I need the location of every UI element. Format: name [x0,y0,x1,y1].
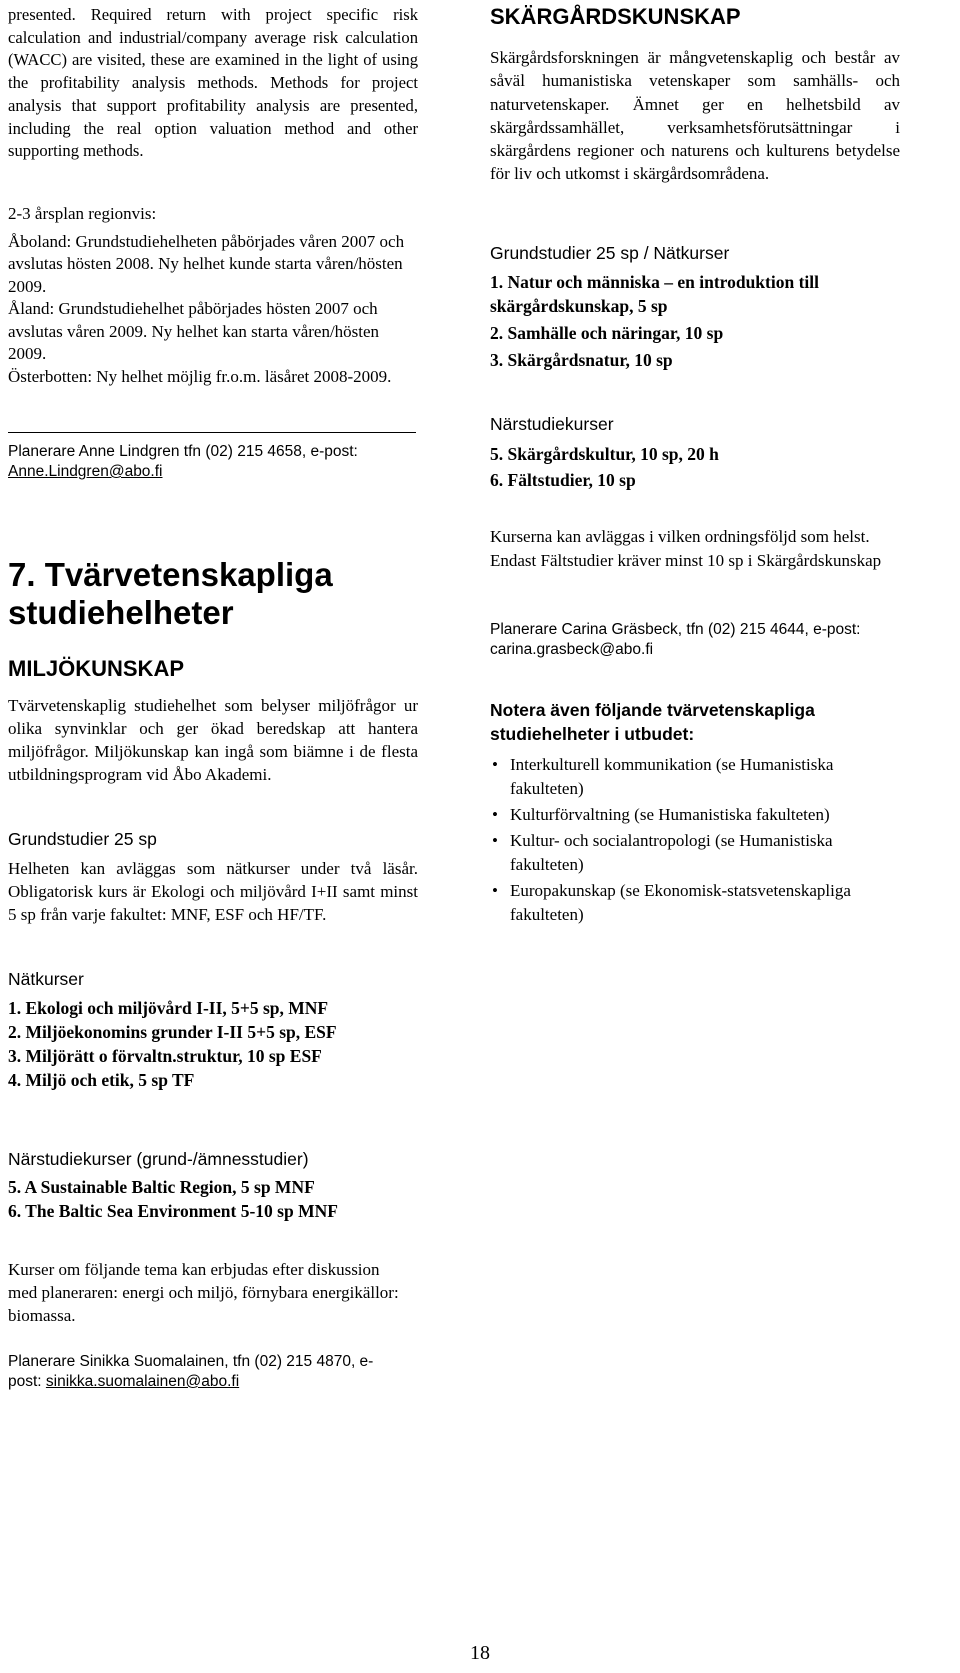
skargardskunskap-paragraph: Skärgårdsforskningen är mångvetenskaplig och består av såväl humanistiska vetenskaper som samhälls- och naturvetenskaper. Ämnet ger en helhetsbild av skärgårdssamhället, verksamhetsförutsättningar i skärgårdens regioner och naturens och kulturens betydelse för liv och utkomst i skärgårdsområdena. [490,48,900,184]
list-item: • Europakunskap (se Ekonomisk-statsvetenskapliga fakulteten) [492,881,851,924]
natkurser-heading: Nätkurser [8,969,84,989]
list-item: 5. A Sustainable Baltic Region, 5 sp MNF [8,1177,315,1197]
skargard-narstudie-list [490,442,900,492]
notera-heading: Notera även följande tvärvetenskapliga studiehelheter i utbudet: [490,700,815,744]
list-item: 6. Fältstudier, 10 sp [490,470,636,490]
skargard-narstudie-heading: Närstudiekurser [490,414,614,434]
bullet-icon: • [492,881,498,900]
intro-paragraph: presented. Required return with project specific risk calculation and industrial/company average risk calculation (WACC) are visited, these are examined in the light of using the profitability analysis methods. Methods for project analysis that support profitability analysis are presented, including the real option valuation method and other supporting methods. [8,5,418,161]
list-item: • Interkulturell kommunikation (se Humanistiska fakulteten) [492,755,834,798]
divider [8,432,416,433]
list-item: 1. Ekologi och miljövård I-II, 5+5 sp, MNF [8,998,329,1018]
schedule-heading: 2-3 årsplan regionvis: [8,204,157,223]
planner-sinikka-email-link[interactable]: sinikka.suomalainen@abo.fi [45,1373,240,1390]
bullet-icon: • [492,755,498,774]
skargardskunskap-heading: SKÄRGÅRDSKUNSKAP [490,4,741,29]
bullet-icon: • [492,831,498,850]
list-item: 5. Skärgårdskultur, 10 sp, 20 h [490,444,719,464]
regional-schedule [8,203,418,388]
narstudie-list [8,1175,428,1223]
skargard-grundstudier-heading: Grundstudier 25 sp / Nätkurser [490,243,730,263]
list-item: 2. Samhälle och näringar, 10 sp [490,323,724,343]
list-item: 2. Miljöekonomins grunder I-II 5+5 sp, ESF [8,1022,337,1042]
list-item: • Kulturförvaltning (se Humanistiska fakulteten) [490,803,890,827]
extra-courses-paragraph: Kurser om följande tema kan erbjudas efter diskussion med planeraren: energi och miljö, förnybara energikällor: biomassa. [8,1260,399,1325]
planner-carina: Planerare Carina Gräsbeck, tfn (02) 215 4644, e-post: carina.grasbeck@abo.fi [490,621,861,658]
list-item: 3. Miljörätt o förvaltn.struktur, 10 sp ESF [8,1046,322,1066]
page-number: 18 [470,1642,490,1664]
notera-list [490,753,890,929]
chapter-title: 7. Tvärvetenskapliga studiehelheter [8,556,333,631]
schedule-osterbotten: Österbotten: Ny helhet möjlig fr.o.m. läsåret 2008-2009. [8,366,392,386]
list-item: 6. The Baltic Sea Environment 5-10 sp MNF [8,1201,338,1221]
miljokunskap-heading: MILJÖKUNSKAP [8,656,185,681]
skargard-grund-list [490,270,900,372]
narstudie-heading: Närstudiekurser (grund-/ämnesstudier) [8,1149,309,1169]
list-item: 4. Miljö och etik, 5 sp TF [8,1070,195,1090]
planner-anne-text: Planerare Anne Lindgren tfn (02) 215 4658, e-post: [8,443,358,460]
schedule-aboland: Åboland: Grundstudiehelheten påbörjades våren 2007 och avslutas hösten 2008. Ny helhet kunde starta våren/hösten 2009. [8,231,405,296]
list-item: • Kultur- och socialantropologi (se Humanistiska fakulteten) [492,831,833,874]
planner-anne [8,442,408,482]
miljokunskap-paragraph: Tvärvetenskaplig studiehelhet som belyser miljöfrågor ur olika synvinklar och ger ökad beredskap att hantera miljöfrågor. Miljökunskap kan ingå som biämne i de flesta utbildningsprogram vid Åbo Akademi. [8,696,418,784]
miljo-grundstudier-heading: Grundstudier 25 sp [8,829,157,849]
planner-sinikka [8,1352,388,1392]
bullet-icon: • [492,805,498,824]
planner-anne-email-link[interactable]: Anne.Lindgren@abo.fi [8,463,163,480]
schedule-aland: Åland: Grundstudiehelhet påbörjades hösten 2007 och avslutas våren 2009. Ny helhet kan starta våren/hösten 2009. [8,299,380,363]
list-item: 1. Natur och människa – en introduktion till skärgårdskunskap, 5 sp [490,272,820,316]
miljo-grundstudier-paragraph: Helheten kan avläggas som nätkurser under två läsår. Obligatorisk kurs är Ekologi och miljövård I+II samt minst 5 sp från varje fakultet: MNF, ESF och HF/TF. [8,859,418,924]
natkurser-list [8,996,428,1092]
order-paragraph: Kurserna kan avläggas i vilken ordningsföljd som helst. Endast Fältstudier kräver minst 10 sp i Skärgårdskunskap [490,527,882,570]
list-item: 3. Skärgårdsnatur, 10 sp [490,350,673,370]
planner-sinikka-text: Planerare Sinikka Suomalainen, tfn (02) 215 4870, e-post: [8,1353,374,1390]
